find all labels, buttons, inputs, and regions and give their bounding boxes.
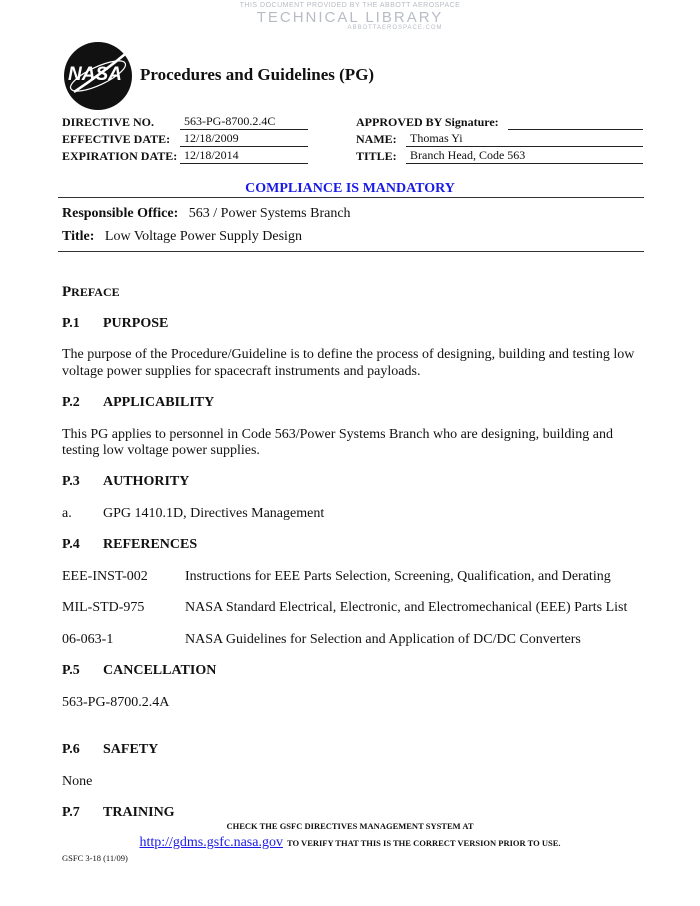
reference-id: EEE-INST-002 xyxy=(62,569,148,584)
directive-label: DIRECTIVE NO. xyxy=(62,115,155,129)
paragraph-line: This PG applies to personnel in Code 563/Power Systems Branch who are designing, building and xyxy=(62,427,613,442)
reference-text: NASA Guidelines for Selection and Application of DC/DC Converters xyxy=(185,632,581,647)
expiration-value: 12/18/2014 xyxy=(180,148,308,164)
approved-label: APPROVED BY Signature: xyxy=(356,115,499,129)
section-number: P.5 xyxy=(62,663,80,678)
section-heading: AUTHORITY xyxy=(103,474,190,489)
reference-id: MIL-STD-975 xyxy=(62,600,145,615)
effective-value: 12/18/2009 xyxy=(180,131,308,147)
section-heading: APPLICABILITY xyxy=(103,395,215,410)
section-heading: SAFETY xyxy=(103,742,159,757)
section-number: P.4 xyxy=(62,537,80,552)
gdms-link[interactable]: http://gdms.gsfc.nasa.gov xyxy=(139,835,283,850)
preface-heading: PREFACE xyxy=(62,284,120,300)
form-number: GSFC 3-18 (11/09) xyxy=(62,853,128,863)
divider xyxy=(58,197,644,198)
watermark-line3: ABBOTTAEROSPACE.COM xyxy=(347,25,443,31)
list-item: GPG 1410.1D, Directives Management xyxy=(103,506,325,521)
reference-text: NASA Standard Electrical, Electronic, and Electromechanical (EEE) Parts List xyxy=(185,600,628,615)
doc-title-label: Title: xyxy=(62,229,95,244)
watermark-line2: TECHNICAL LIBRARY xyxy=(256,9,444,26)
divider xyxy=(58,251,644,252)
paragraph-line: None xyxy=(62,774,93,789)
name-value: Thomas Yi xyxy=(406,131,643,147)
paragraph-line: 563-PG-8700.2.4A xyxy=(62,695,170,710)
compliance-notice: COMPLIANCE IS MANDATORY xyxy=(245,181,455,196)
directive-value: 563-PG-8700.2.4C xyxy=(180,114,308,130)
list-marker: a. xyxy=(62,506,72,521)
section-number: P.7 xyxy=(62,805,80,820)
section-heading: PURPOSE xyxy=(103,316,169,331)
reference-id: 06-063-1 xyxy=(62,632,114,647)
section-heading: CANCELLATION xyxy=(103,663,217,678)
title-label: TITLE: xyxy=(356,149,397,163)
paragraph-line: The purpose of the Procedure/Guideline is to define the process of designing, building and testing low xyxy=(62,347,635,362)
footer-notice: TO VERIFY THAT THIS IS THE CORRECT VERSION PRIOR TO USE. xyxy=(286,838,561,848)
section-heading: REFERENCES xyxy=(103,537,198,552)
doc-title-value: Low Voltage Power Supply Design xyxy=(104,229,302,244)
expiration-label: EXPIRATION DATE: xyxy=(62,149,178,163)
section-number: P.3 xyxy=(62,474,80,489)
paragraph-line: voltage power supplies for spacecraft instruments and payloads. xyxy=(62,364,421,379)
office-label: Responsible Office: xyxy=(62,206,179,221)
nasa-logo: NASA xyxy=(64,42,132,110)
footer-notice: CHECK THE GSFC DIRECTIVES MANAGEMENT SYSTEM AT xyxy=(226,821,474,831)
watermark-line1: THIS DOCUMENT PROVIDED BY THE ABBOTT AEROSPACE xyxy=(239,2,461,9)
page-title: Procedures and Guidelines (PG) xyxy=(140,65,375,84)
title-value: Branch Head, Code 563 xyxy=(406,148,643,164)
section-number: P.2 xyxy=(62,395,80,410)
name-label: NAME: xyxy=(356,132,397,146)
signature-field xyxy=(508,114,643,130)
section-heading: TRAINING xyxy=(103,805,175,820)
reference-text: Instructions for EEE Parts Selection, Screening, Qualification, and Derating xyxy=(185,569,611,584)
section-number: P.1 xyxy=(62,316,80,331)
paragraph-line: testing low voltage power supplies. xyxy=(62,443,260,458)
section-number: P.6 xyxy=(62,742,80,757)
office-value: 563 / Power Systems Branch xyxy=(188,206,351,221)
effective-label: EFFECTIVE DATE: xyxy=(62,132,171,146)
